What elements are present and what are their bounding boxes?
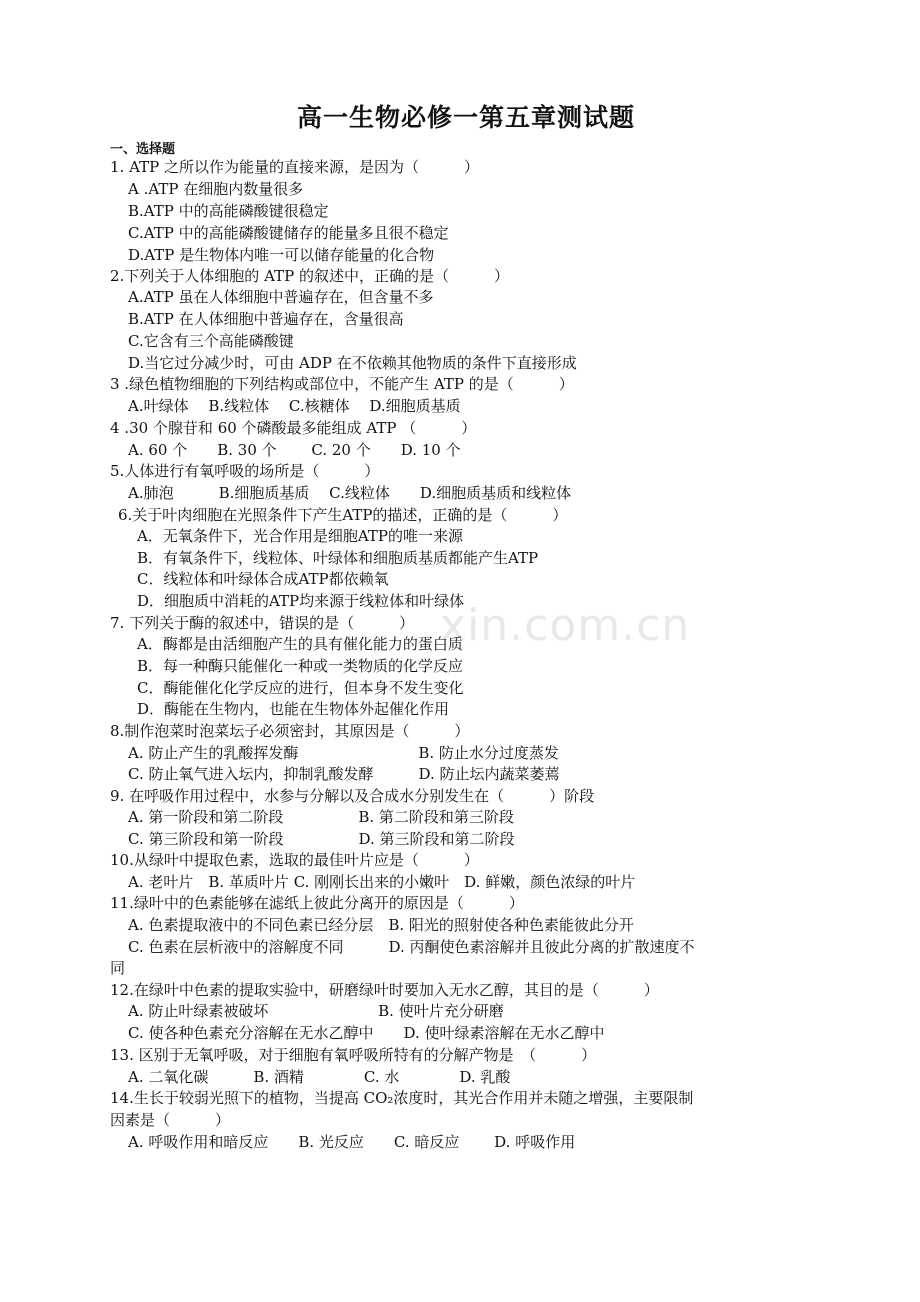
q2-option-b: B.ATP 在人体细胞中普遍存在，含量很高 [128, 310, 404, 328]
q11-options-ab: A. 色素提取液中的不同色素已经分层 B. 阳光的照射使各种色素能彼此分开 [128, 916, 634, 934]
q11-continuation: 同 [110, 959, 126, 977]
q5-options: A.肺泡 B.细胞质基质 C.线粒体 D.细胞质基质和线粒体 [128, 484, 572, 502]
q11-options-cd: C. 色素在层析液中的溶解度不同 D. 丙酮使色素溶解并且彼此分离的扩散速度不 [128, 938, 695, 956]
q4-options: A. 60 个 B. 30 个 C. 20 个 D. 10 个 [128, 441, 461, 459]
q1-option-a: A .ATP 在细胞内数量很多 [128, 180, 304, 198]
question-9: 9. 在呼吸作用过程中，水参与分解以及合成水分别发生在（ ）阶段 [110, 787, 595, 805]
q13-options: A. 二氧化碳 B. 酒精 C. 水 D. 乳酸 [128, 1068, 511, 1086]
question-14: 14.生长于较弱光照下的植物，当提高 CO₂浓度时，其光合作用并未随之增强，主要限制 [110, 1089, 694, 1107]
q7-option-b: B．每一种酶只能催化一种或一类物质的化学反应 [137, 657, 464, 675]
q3-options: A.叶绿体 B.线粒体 C.核糖体 D.细胞质基质 [128, 397, 461, 415]
page-title: 高一生物必修一第五章测试题 [296, 103, 635, 132]
q2-option-d: D.当它过分减少时，可由 ADP 在不依赖其他物质的条件下直接形成 [128, 354, 577, 372]
q6-option-d: D．细胞质中消耗的ATP均来源于线粒体和叶绿体 [137, 592, 465, 610]
question-1: 1. ATP 之所以作为能量的直接来源，是因为（ ） [110, 158, 479, 176]
q2-option-c: C.它含有三个高能磷酸键 [128, 332, 294, 350]
question-5: 5.人体进行有氧呼吸的场所是（ ） [110, 462, 380, 480]
question-8: 8.制作泡菜时泡菜坛子必须密封，其原因是（ ） [110, 722, 470, 740]
q1-option-c: C.ATP 中的高能磷酸键储存的能量多且很不稳定 [128, 224, 449, 242]
section-heading: 一、选择题 [110, 142, 176, 157]
q8-options-ab: A. 防止产生的乳酸挥发酶 B. 防止水分过度蒸发 [128, 744, 559, 762]
q9-options-cd: C. 第三阶段和第一阶段 D. 第三阶段和第二阶段 [128, 830, 515, 848]
q9-options-ab: A. 第一阶段和第二阶段 B. 第二阶段和第三阶段 [128, 808, 514, 826]
question-13: 13. 区别于无氧呼吸，对于细胞有氧呼吸所特有的分解产物是 （ ） [110, 1046, 597, 1064]
q7-option-d: D．酶能在生物内，也能在生物体外起催化作用 [137, 700, 450, 718]
q7-option-a: A．酶都是由活细胞产生的具有催化能力的蛋白质 [137, 635, 463, 653]
question-2: 2.下列关于人体细胞的 ATP 的叙述中，正确的是（ ） [110, 267, 509, 285]
q6-option-b: B．有氧条件下，线粒体、叶绿体和细胞质基质都能产生ATP [137, 549, 539, 567]
q10-options: A. 老叶片 B. 革质叶片 C. 刚刚长出来的小嫩叶 D. 鲜嫩，颜色浓绿的叶片 [128, 873, 636, 891]
q12-options-ab: A. 防止叶绿素被破坏 B. 使叶片充分研磨 [128, 1002, 504, 1020]
q7-option-c: C．酶能催化化学反应的进行，但本身不发生变化 [137, 679, 464, 697]
question-4: 4 .30 个腺苷和 60 个磷酸最多能组成 ATP （ ） [110, 419, 477, 437]
q2-option-a: A.ATP 虽在人体细胞中普遍存在，但含量不多 [128, 288, 434, 306]
watermark: xin.com.cn [440, 600, 691, 651]
question-12: 12.在绿叶中色素的提取实验中，研磨绿叶时要加入无水乙醇，其目的是（ ） [110, 981, 659, 999]
q6-option-c: C．线粒体和叶绿体合成ATP都依赖氧 [137, 570, 389, 588]
question-11: 11.绿叶中的色素能够在滤纸上彼此分离开的原因是（ ） [110, 894, 524, 912]
q6-option-a: A．无氧条件下，光合作用是细胞ATP的唯一来源 [137, 527, 463, 545]
q14-continuation: 因素是（ ） [110, 1111, 231, 1129]
q12-options-cd: C. 使各种色素充分溶解在无水乙醇中 D. 使叶绿素溶解在无水乙醇中 [128, 1024, 605, 1042]
q1-option-d: D.ATP 是生物体内唯一可以储存能量的化合物 [128, 246, 435, 264]
question-3: 3 .绿色植物细胞的下列结构或部位中，不能产生 ATP 的是（ ） [110, 375, 574, 393]
question-10: 10.从绿叶中提取色素，选取的最佳叶片应是（ ） [110, 851, 479, 869]
question-7: 7. 下列关于酶的叙述中，错误的是（ ） [110, 614, 415, 632]
q14-options: A. 呼吸作用和暗反应 B. 光反应 C. 暗反应 D. 呼吸作用 [128, 1133, 576, 1151]
question-6: 6.关于叶肉细胞在光照条件下产生ATP的描述，正确的是（ ） [118, 506, 568, 524]
q8-options-cd: C. 防止氧气进入坛内，抑制乳酸发酵 D. 防止坛内蔬菜萎蔫 [128, 765, 560, 783]
q1-option-b: B.ATP 中的高能磷酸键很稳定 [128, 202, 329, 220]
